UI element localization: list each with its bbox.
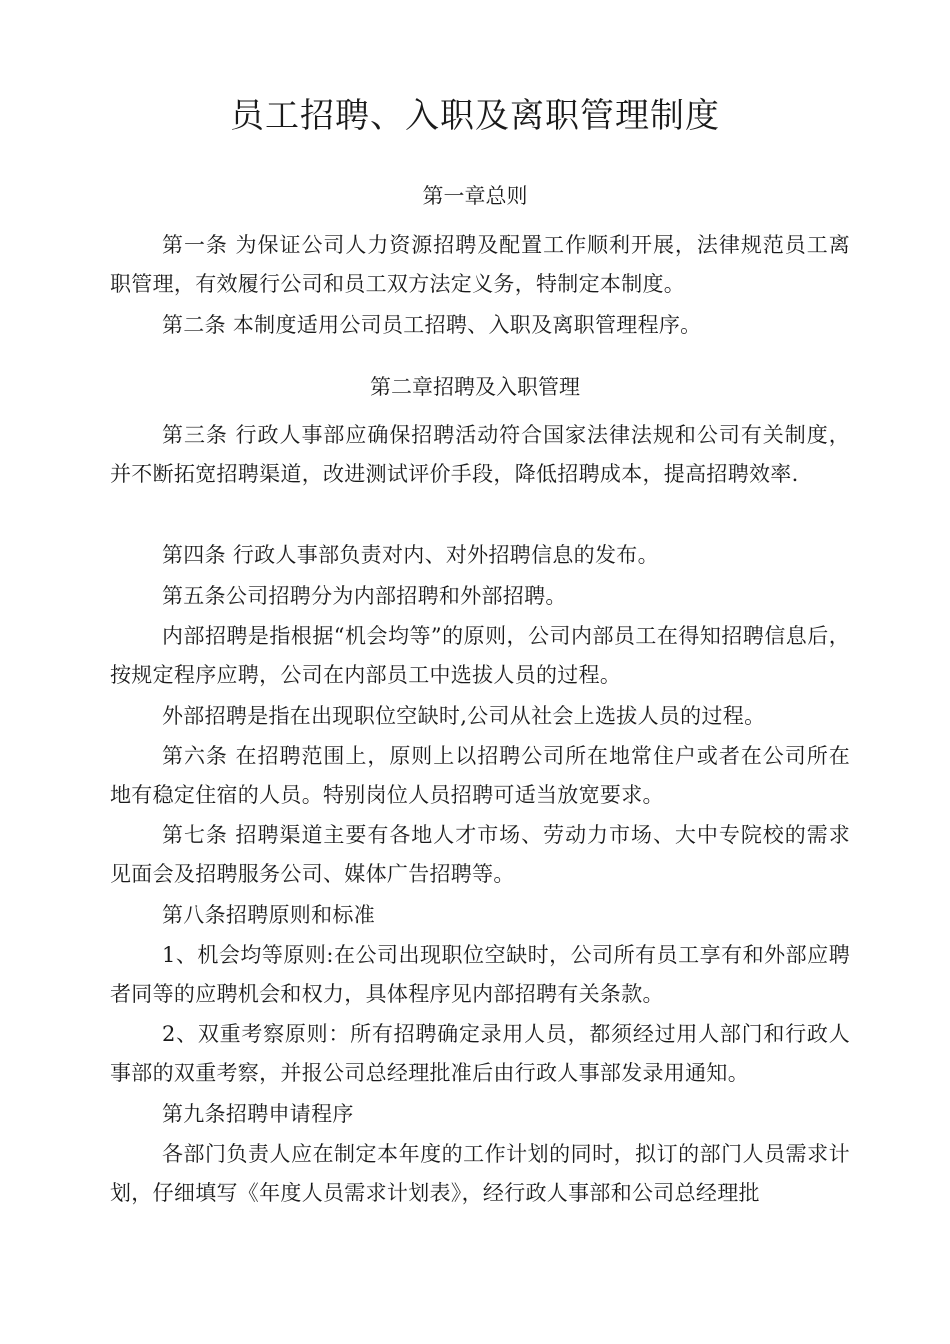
article-2: 第二条 本制度适用公司员工招聘、入职及离职管理程序。 xyxy=(162,313,702,337)
principle-equal-opportunity: 1、机会均等原则:在公司出现职位空缺时，公司所有员工享有和外部应聘者同等的应聘机会和权力，具体程序见内部招聘有关条款。 xyxy=(110,943,850,1006)
article-5: 第五条公司招聘分为内部招聘和外部招聘。 xyxy=(162,584,567,608)
chapter-heading-2: 第二章招聘及入职管理 xyxy=(370,375,580,399)
article-6: 第六条 在招聘范围上，原则上以招聘公司所在地常住户或者在公司所在地有稳定住宿的人员。特别岗位人员招聘可适当放宽要求。 xyxy=(110,744,850,807)
article-3: 第三条 行政人事部应确保招聘活动符合国家法律法规和公司有关制度，并不断拓宽招聘渠道，改进测试评价手段，降低招聘成本，提高招聘效率. xyxy=(110,423,850,486)
article-8: 第八条招聘原则和标准 xyxy=(162,903,375,927)
chapter-heading-1: 第一章总则 xyxy=(422,184,528,208)
document-title: 员工招聘、入职及离职管理制度 xyxy=(230,96,720,136)
article-7: 第七条 招聘渠道主要有各地人才市场、劳动力市场、大中专院校的需求见面会及招聘服务公司、媒体广告招聘等。 xyxy=(110,823,850,886)
article-9: 第九条招聘申请程序 xyxy=(162,1102,354,1126)
recruitment-application-procedure: 各部门负责人应在制定本年度的工作计划的同时，拟订的部门人员需求计划，仔细填写《年度人员需求计划表》，经行政人事部和公司总经理批 xyxy=(110,1142,850,1205)
article-1: 第一条 为保证公司人力资源招聘及配置工作顺利开展，法律规范员工离职管理，有效履行公司和员工双方法定义务，特制定本制度。 xyxy=(110,233,850,296)
principle-dual-review: 2、双重考察原则：所有招聘确定录用人员，都须经过用人部门和行政人事部的双重考察，并报公司总经理批准后由行政人事部发录用通知。 xyxy=(110,1022,850,1085)
external-recruitment-definition: 外部招聘是指在出现职位空缺时,公司从社会上选拔人员的过程。 xyxy=(162,704,766,728)
article-4: 第四条 行政人事部负责对内、对外招聘信息的发布。 xyxy=(162,543,659,567)
internal-recruitment-definition: 内部招聘是指根据“机会均等”的原则，公司内部员工在得知招聘信息后，按规定程序应聘，公司在内部员工中选拔人员的过程。 xyxy=(110,624,850,687)
